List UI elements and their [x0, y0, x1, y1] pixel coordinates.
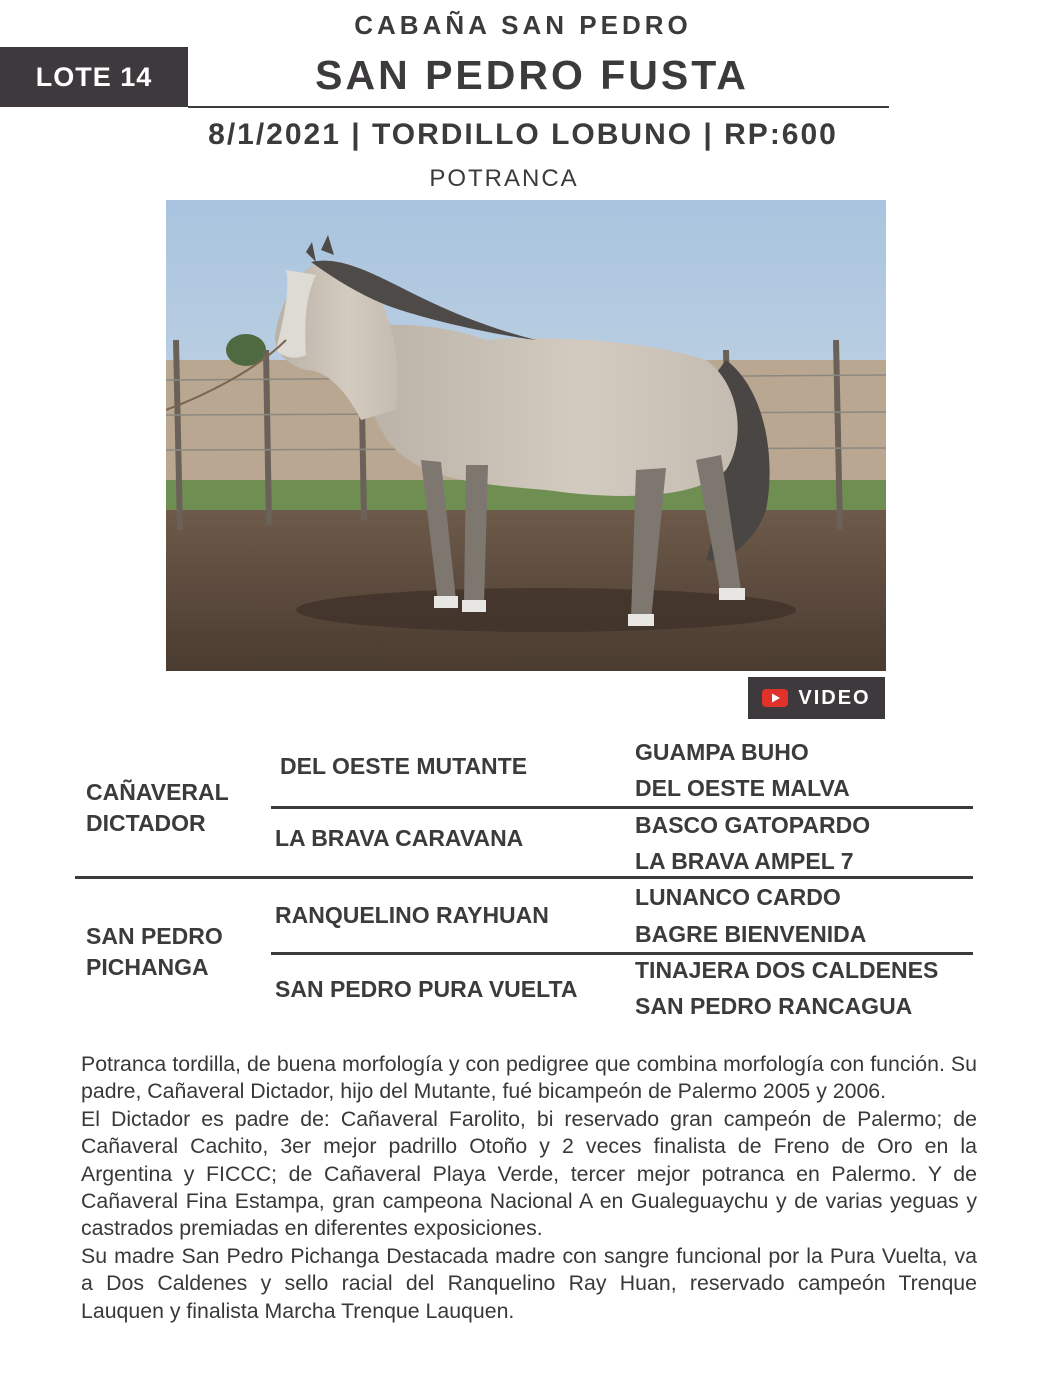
dam-sire-sire: LUNANCO CARDO — [635, 884, 841, 910]
sire-dam: LA BRAVA CARAVANA — [275, 825, 524, 851]
sire-sire: DEL OESTE MUTANTE — [280, 753, 528, 779]
horse-name: SAN PEDRO FUSTA — [315, 52, 749, 98]
pedigree-divider — [271, 952, 973, 955]
video-button[interactable] — [748, 677, 885, 719]
sire-name: CAÑAVERAL DICTADOR — [86, 779, 229, 836]
video-button-label: VIDEO — [798, 686, 871, 709]
dam-dam-dam: SAN PEDRO RANCAGUA — [635, 993, 913, 1019]
sire-dam-sire: BASCO GATOPARDO — [635, 812, 871, 838]
sire-dam-dam: LA BRAVA AMPEL 7 — [635, 848, 854, 874]
sire-sire-dam: DEL OESTE MALVA — [635, 775, 850, 801]
pedigree-divider-main — [75, 876, 973, 879]
dam-sire-dam: BAGRE BIENVENIDA — [635, 921, 867, 947]
description-paragraph: El Dictador es padre de: Cañaveral Farolito, bi reservado gran campeón de Palermo; de Cañaveral Cachito, 3er mejor padrillo Otoño y 2 veces finalista de Freno de Oro en la Argentina y FICCC; de Cañaveral Playa Verde, tercer mejor potranca en Palermo. Y de Cañaveral Fina Estampa, gran campeona Nacional A en Gualeguaychu y de varias yeguas y castrados premiadas en diferentes exposiciones. — [81, 1106, 977, 1241]
description-paragraph: Potranca tordilla, de buena morfología y con pedigree que combina morfología con función. Su padre, Cañaveral Dictador, hijo del Mutante, fué bicampeón de Palermo 2005 y 2006. — [81, 1052, 977, 1104]
dam-dam-sire: TINAJERA DOS CALDENES — [635, 957, 939, 983]
breeder-name: CABAÑA SAN PEDRO — [354, 10, 692, 40]
description-paragraph: Su madre San Pedro Pichanga Destacada madre con sangre funcional por la Pura Vuelta, va a Dos Caldenes y sello racial del Ranquelino Ray Huan, reservado campeón Trenque Lauquen y finalista Marcha Trenque Lauquen. — [81, 1243, 977, 1323]
dam-dam: SAN PEDRO PURA VUELTA — [275, 976, 578, 1002]
sire-sire-sire: GUAMPA BUHO — [635, 739, 809, 765]
horse-info-line: 8/1/2021 | TORDILLO LOBUNO | RP:600 — [208, 118, 838, 151]
title-underline — [188, 106, 889, 108]
youtube-play-icon — [762, 689, 788, 707]
dam-sire: RANQUELINO RAYHUAN — [275, 902, 549, 928]
horse-description — [81, 1051, 977, 1325]
horse-photo — [166, 200, 886, 671]
horse-category: POTRANCA — [429, 165, 579, 192]
lot-badge: LOTE 14 — [0, 47, 188, 107]
pedigree-divider — [271, 806, 973, 809]
dam-name: SAN PEDRO PICHANGA — [86, 923, 223, 980]
